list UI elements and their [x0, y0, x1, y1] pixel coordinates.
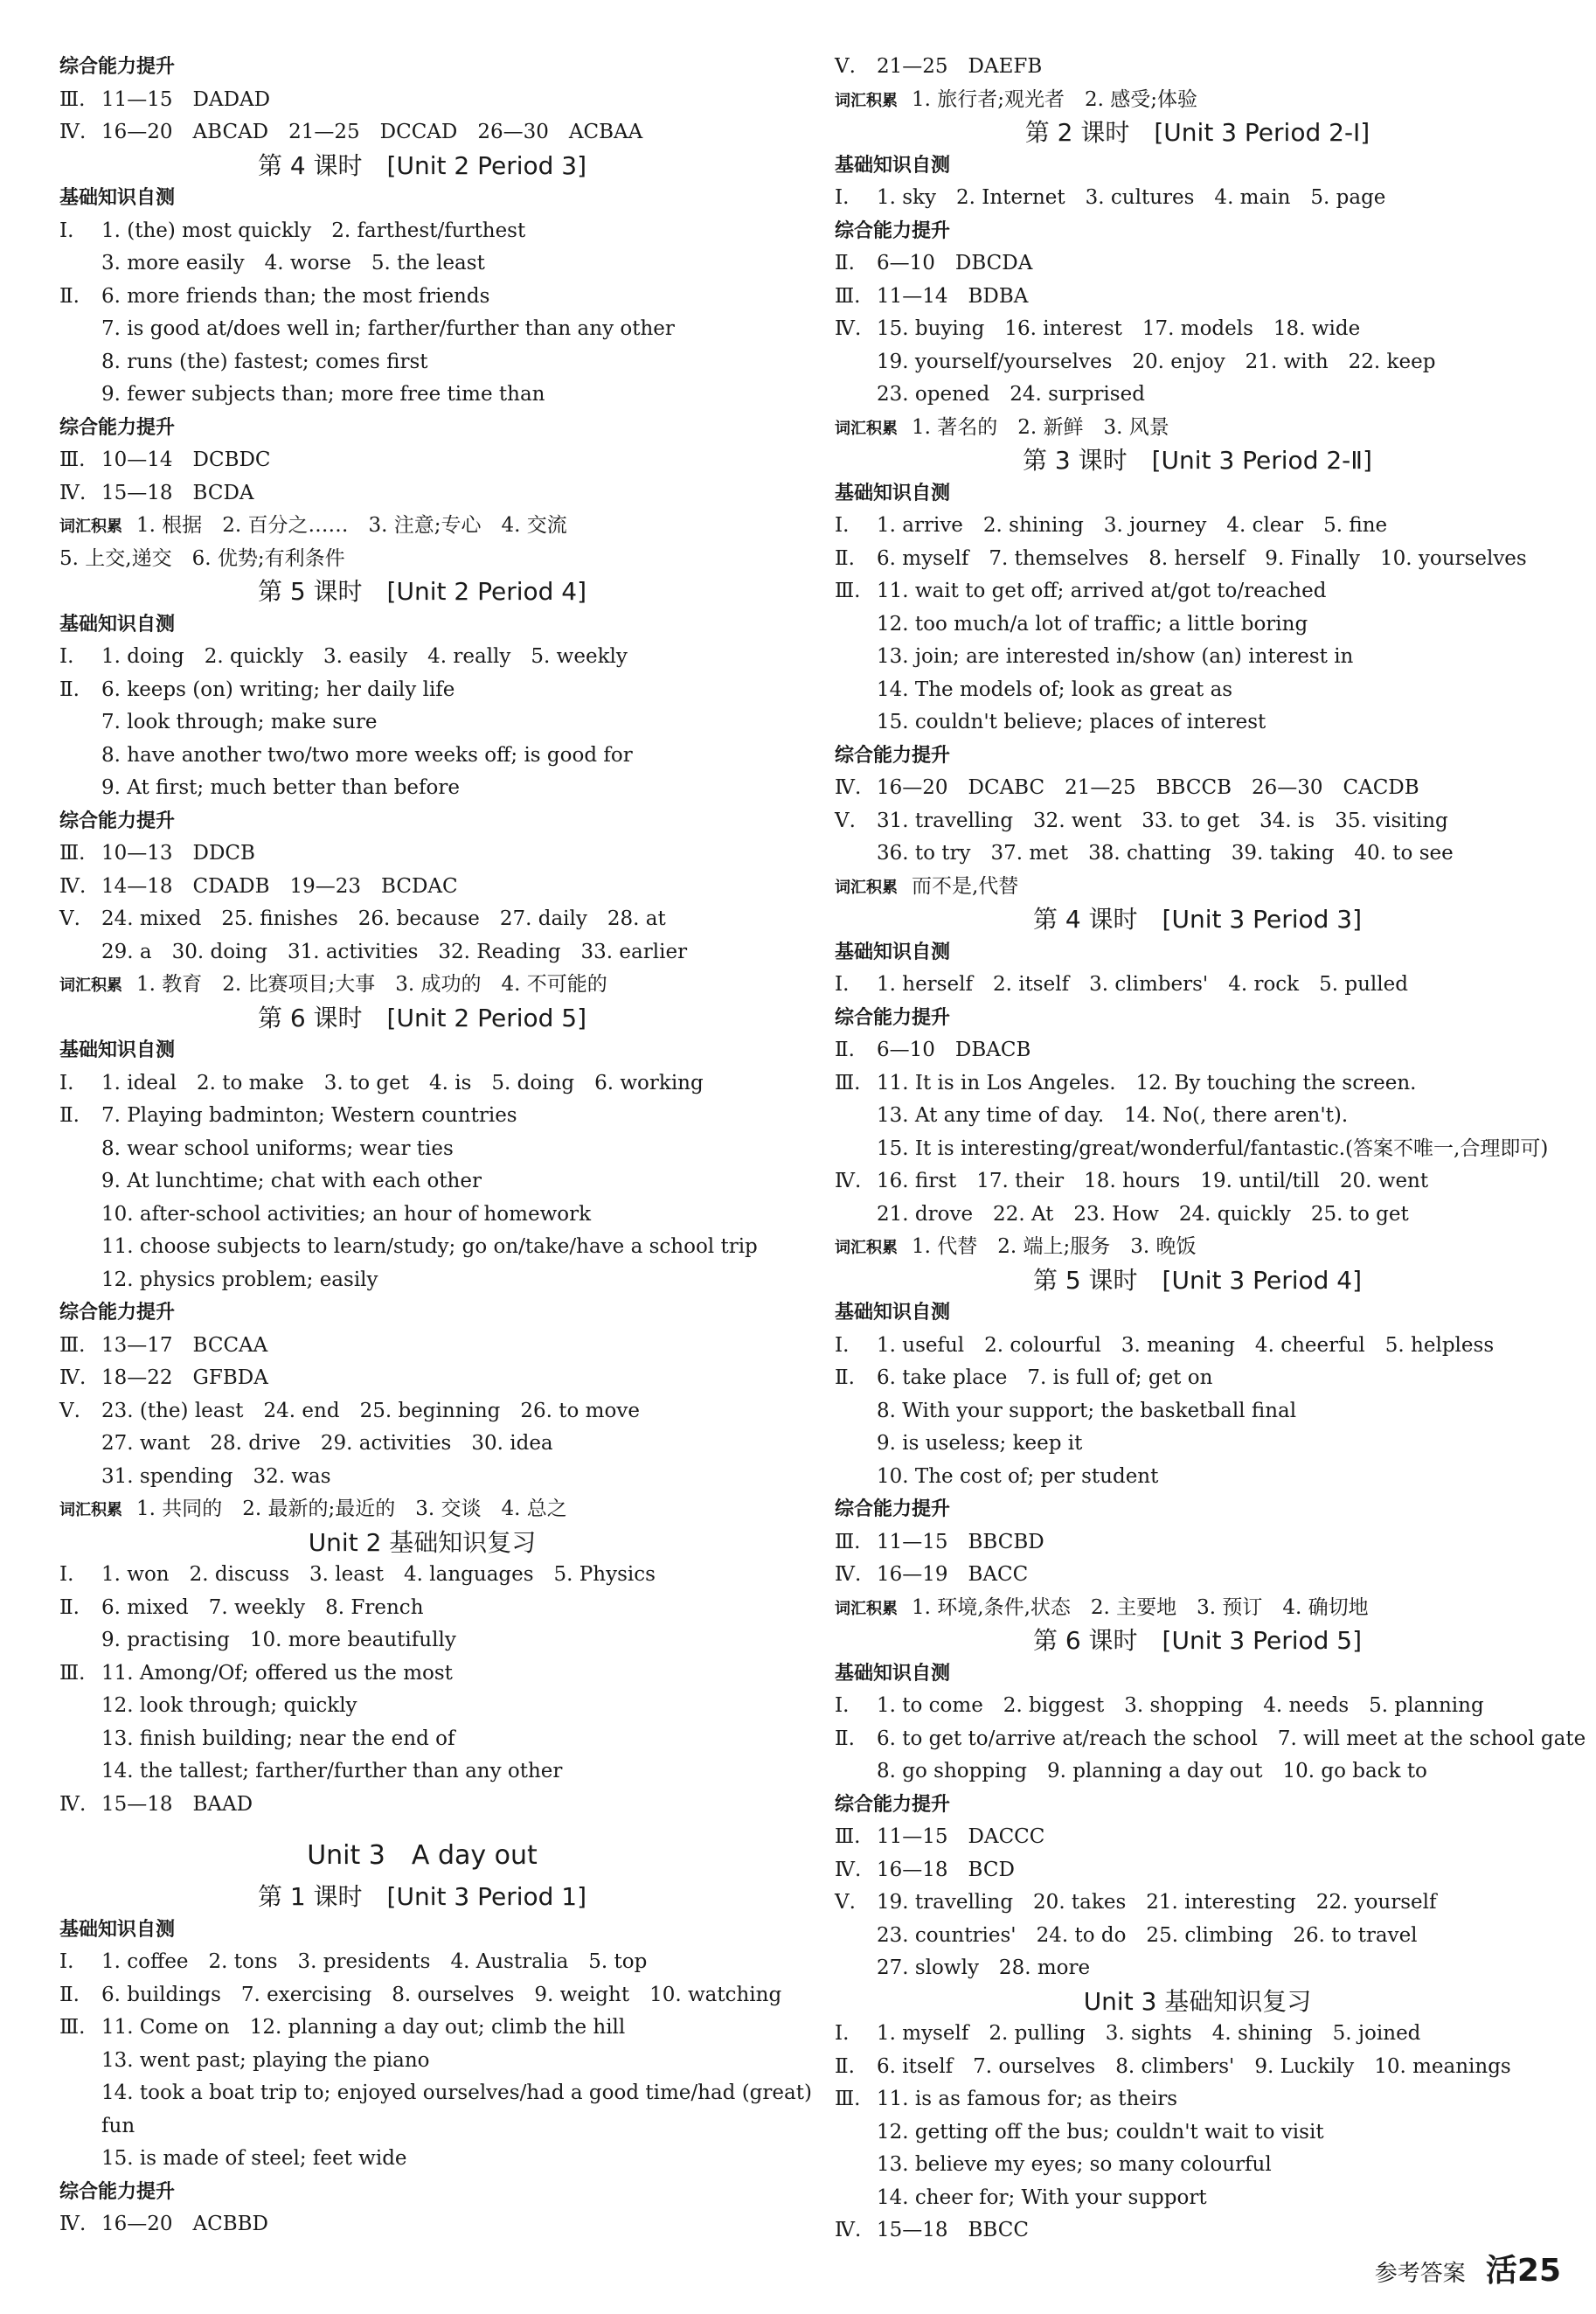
section-heading: 综合能力提升: [59, 416, 176, 439]
vocabulary-label: 词汇积累: [59, 1501, 122, 1519]
vocabulary-label: 词汇积累: [59, 518, 122, 536]
answer-continuation: 9. At lunchtime; chat with each other: [101, 1170, 482, 1192]
answer-row: [59, 1592, 785, 1625]
answer-row: [835, 313, 1560, 346]
answer-continuation: 13. believe my eyes; so many colourful: [877, 2153, 1272, 2176]
answer-continuation: 21. drove 22. At 23. How 24. quickly 25. to get: [877, 1202, 1409, 1226]
answer-row: [59, 1100, 785, 1133]
right-column: [835, 51, 1586, 2248]
answer-row: [59, 215, 785, 248]
roman-numeral: Ⅳ.: [59, 1366, 87, 1389]
answer-row: [835, 1362, 1560, 1395]
answer-row: [59, 477, 785, 511]
answer-row: [835, 182, 1560, 215]
section-heading: 基础知识自测: [835, 1662, 951, 1685]
answer-row: [59, 2012, 785, 2045]
answer-row: [835, 2051, 1560, 2084]
answer-continuation: 15. couldn't believe; places of interest: [877, 711, 1266, 733]
answer-row: [59, 641, 785, 674]
answer-continuation: 14. cheer for; With your support: [877, 2185, 1207, 2209]
period-title: 第 6 课时 [Unit 3 Period 5]: [1032, 1626, 1363, 1655]
period-title: Unit 3 基础知识复习: [1083, 1986, 1312, 2016]
vocabulary-row: [59, 510, 785, 543]
answer-text: 23. (the) least 24. end 25. beginning 26. to move: [101, 1399, 640, 1422]
vocabulary-label: 词汇积累: [835, 1239, 898, 1257]
answer-text: 15—18 BCDA: [101, 481, 254, 504]
roman-numeral: Ⅲ.: [59, 1333, 86, 1357]
answer-row: [835, 1690, 1560, 1723]
roman-numeral: Ⅳ.: [835, 1563, 862, 1586]
roman-numeral: Ⅳ.: [835, 2219, 862, 2241]
answer-continuation: 12. look through; quickly: [101, 1694, 357, 1717]
answer-text: 6—10 DBACB: [877, 1039, 1031, 1061]
answer-text: 10—14 DCBDC: [101, 448, 271, 471]
answer-row: [59, 1559, 785, 1592]
answer-continuation: 27. slowly 28. more: [877, 1956, 1091, 1979]
answer-text: 1. to come 2. biggest 3. shopping 4. needs 5. planning: [877, 1694, 1484, 1717]
answer-text: 18—22 GFBDA: [101, 1366, 268, 1389]
roman-numeral: Ⅳ.: [835, 1170, 862, 1192]
period-title: 第 2 课时 [Unit 3 Period 2-Ⅰ]: [1024, 118, 1370, 147]
answer-row: [59, 837, 785, 871]
roman-numeral: Ⅲ.: [59, 842, 86, 865]
period-title: 第 6 课时 [Unit 2 Period 5]: [257, 1003, 587, 1032]
period-title: 第 4 课时 [Unit 3 Period 3]: [1032, 905, 1363, 934]
answer-continuation: 36. to try 37. met 38. chatting 39. taking 40. to see: [877, 842, 1454, 865]
answer-continuation: 8. runs (the) fastest; comes first: [101, 350, 428, 373]
section-heading: 综合能力提升: [835, 1006, 951, 1029]
roman-numeral: Ⅳ.: [59, 481, 87, 504]
answer-continuation: 8. have another two/two more weeks off; is good for: [101, 743, 633, 767]
answer-row: [59, 674, 785, 707]
vocabulary-row: [835, 412, 1560, 445]
roman-numeral: Ⅳ.: [59, 1792, 87, 1816]
answer-continuation: 12. too much/a lot of traffic; a little boring: [877, 612, 1308, 636]
vocabulary-label: 词汇积累: [835, 878, 898, 897]
answer-text: 1. herself 2. itself 3. climbers' 4. rock 5. pulled: [877, 973, 1408, 996]
roman-numeral: Ⅳ.: [59, 874, 87, 898]
answer-continuation: 3. more easily 4. worse 5. the least: [101, 252, 485, 274]
answer-row: [835, 543, 1560, 576]
vocabulary-text: 而不是,代替: [912, 874, 1019, 898]
roman-numeral: Ⅲ.: [835, 1530, 861, 1553]
vocabulary-label: 词汇积累: [835, 91, 898, 110]
roman-numeral: Ⅱ.: [835, 1366, 855, 1389]
period-title: Unit 2 基础知识复习: [308, 1527, 537, 1557]
section-heading: 基础知识自测: [59, 613, 176, 636]
roman-numeral: Ⅳ.: [835, 776, 862, 799]
roman-numeral: Ⅴ.: [59, 1399, 80, 1422]
answer-text: 16—19 BACC: [877, 1563, 1029, 1586]
answer-text: 11. Come on 12. planning a day out; climb the hill: [101, 2016, 626, 2039]
answer-text: 11—15 DADAD: [101, 87, 271, 111]
answer-continuation: 12. getting off the bus; couldn't wait to visit: [877, 2120, 1324, 2144]
answer-continuation: 19. yourself/yourselves 20. enjoy 21. with 22. keep: [877, 350, 1436, 373]
answer-row: [835, 1526, 1560, 1560]
roman-numeral: Ⅳ.: [59, 2213, 87, 2235]
answer-continuation: 7. look through; make sure: [101, 711, 378, 733]
answer-continuation: 13. At any time of day. 14. No(, there aren't).: [877, 1104, 1349, 1127]
roman-numeral: Ⅰ.: [59, 1950, 74, 1973]
answer-text: 6. more friends than; the most friends: [101, 284, 490, 308]
answer-text: 19. travelling 20. takes 21. interesting 22. yourself: [877, 1891, 1437, 1914]
answer-text: 1. ideal 2. to make 3. to get 4. is 5. doing 6. working: [101, 1071, 704, 1094]
roman-numeral: Ⅲ.: [59, 2016, 86, 2039]
answer-text: 1. won 2. discuss 3. least 4. languages 5. Physics: [101, 1563, 656, 1586]
answer-row: [835, 2214, 1560, 2248]
page-number: 活25: [1485, 2253, 1561, 2289]
answer-text: 16. first 17. their 18. hours 19. until/till 20. went: [877, 1170, 1429, 1192]
answer-row: [835, 1067, 1560, 1101]
answer-continuation: 14. took a boat trip to; enjoyed ourselves/had a good time/had (great): [101, 2081, 812, 2104]
answer-text: 1. sky 2. Internet 3. cultures 4. main 5. page: [877, 186, 1386, 209]
answer-text: 6. myself 7. themselves 8. herself 9. Finally 10. yourselves: [877, 546, 1527, 570]
answer-text: 16—20 ABCAD 21—25 DCCAD 26—30 ACBAA: [101, 121, 643, 143]
vocabulary-text: 1. 教育 2. 比赛项目;大事 3. 成功的 4. 不可能的: [136, 973, 607, 996]
answer-row: [59, 1979, 785, 2012]
left-column: [59, 51, 812, 2241]
answer-row: [835, 247, 1560, 281]
answer-text: 7. Playing badminton; Western countries: [101, 1104, 517, 1127]
roman-numeral: Ⅱ.: [835, 546, 855, 570]
answer-text: 6. mixed 7. weekly 8. French: [101, 1595, 424, 1619]
answer-continuation: 8. go shopping 9. planning a day out 10. go back to: [877, 1760, 1427, 1782]
answer-text: 1. myself 2. pulling 3. sights 4. shining 5. joined: [877, 2022, 1421, 2045]
roman-numeral: Ⅲ.: [59, 448, 86, 471]
roman-numeral: Ⅰ.: [835, 186, 850, 209]
section-heading: 基础知识自测: [835, 154, 951, 177]
vocabulary-label: 词汇积累: [59, 976, 122, 995]
answer-row: [835, 1887, 1560, 1920]
answer-row: [835, 2083, 1560, 2116]
answer-text: 6—10 DBCDA: [877, 252, 1033, 274]
section-heading: 综合能力提升: [835, 219, 951, 242]
roman-numeral: Ⅴ.: [59, 907, 80, 930]
answer-row: [835, 1821, 1560, 1854]
section-heading: 基础知识自测: [835, 941, 951, 963]
answer-row: [835, 2018, 1560, 2051]
answer-text: 1. arrive 2. shining 3. journey 4. clear 5. fine: [877, 514, 1388, 537]
answer-text: 16—18 BCD: [877, 1858, 1015, 1881]
roman-numeral: Ⅰ.: [59, 1071, 74, 1094]
answer-text: 6. keeps (on) writing; her daily life: [101, 678, 455, 701]
answer-text: 15—18 BAAD: [101, 1792, 253, 1816]
section-heading: 综合能力提升: [59, 56, 176, 78]
answer-continuation: 31. spending 32. was: [101, 1464, 331, 1488]
plain-line: 5. 上交,递交 6. 优势;有利条件: [59, 546, 345, 570]
vocabulary-row: [59, 969, 785, 1002]
answer-continuation: 23. opened 24. surprised: [877, 383, 1145, 406]
answer-text: 1. (the) most quickly 2. farthest/furthest: [101, 219, 526, 242]
period-title: 第 4 课时 [Unit 2 Period 3]: [257, 150, 587, 180]
answer-text: 24. mixed 25. finishes 26. because 27. daily 28. at: [101, 907, 666, 930]
roman-numeral: Ⅲ.: [59, 1661, 86, 1685]
answer-text: 13—17 BCCAA: [101, 1333, 268, 1357]
section-heading: 综合能力提升: [835, 744, 951, 767]
roman-numeral: Ⅴ.: [835, 809, 856, 832]
answer-continuation: 10. after-school activities; an hour of homework: [101, 1202, 592, 1226]
section-heading: 综合能力提升: [59, 1302, 176, 1324]
vocabulary-row: [835, 871, 1560, 904]
answer-continuation: 14. the tallest; farther/further than any other: [101, 1760, 563, 1782]
vocabulary-row: [835, 1231, 1560, 1264]
answer-text: 31. travelling 32. went 33. to get 34. is 35. visiting: [877, 809, 1448, 832]
answer-continuation: 13. went past; playing the piano: [101, 2048, 430, 2072]
roman-numeral: Ⅱ.: [59, 1983, 80, 2006]
answer-text: 11—15 BBCBD: [877, 1530, 1044, 1553]
section-heading: 综合能力提升: [59, 810, 176, 832]
answer-row: [835, 1330, 1560, 1363]
answer-row: [835, 805, 1560, 838]
roman-numeral: Ⅲ.: [59, 87, 86, 111]
answer-continuation: 8. wear school uniforms; wear ties: [101, 1136, 454, 1160]
period-title: 第 1 课时 [Unit 3 Period 1]: [257, 1882, 587, 1911]
answer-continuation: 7. is good at/does well in; farther/further than any other: [101, 317, 675, 340]
footer-label: 参考答案: [1374, 2261, 1466, 2287]
roman-numeral: Ⅰ.: [835, 2022, 850, 2045]
answer-continuation: 11. choose subjects to learn/study; go on/take/have a school trip: [101, 1235, 758, 1258]
vocabulary-text: 1. 共同的 2. 最新的;最近的 3. 交谈 4. 总之: [136, 1497, 567, 1520]
answer-continuation: 15. It is interesting/great/wonderful/fantastic.(答案不唯一,合理即可): [877, 1136, 1549, 1160]
period-title: 第 3 课时 [Unit 3 Period 2-Ⅱ]: [1023, 446, 1372, 475]
answer-row: [59, 1657, 785, 1691]
roman-numeral: Ⅰ.: [835, 1333, 850, 1357]
answer-continuation: 29. a 30. doing 31. activities 32. Reading 33. earlier: [101, 940, 688, 963]
answer-continuation: 27. want 28. drive 29. activities 30. idea: [101, 1432, 553, 1455]
answer-continuation: 15. is made of steel; feet wide: [101, 2147, 407, 2170]
answer-text: 11. is as famous for; as theirs: [877, 2088, 1178, 2110]
section-heading: 基础知识自测: [835, 482, 951, 504]
vocabulary-row: [835, 1592, 1560, 1625]
answer-row: [835, 51, 1560, 84]
roman-numeral: Ⅰ.: [59, 645, 74, 668]
answer-continuation: 9. practising 10. more beautifully: [101, 1629, 456, 1651]
vocabulary-text: 1. 环境,条件,状态 2. 主要地 3. 预订 4. 确切地: [912, 1595, 1369, 1619]
answer-continuation: 23. countries' 24. to do 25. climbing 26. to travel: [877, 1923, 1418, 1947]
answer-row: [835, 510, 1560, 543]
answer-continuation: 9. At first; much better than before: [101, 776, 461, 799]
vocabulary-text: 1. 旅行者;观光者 2. 感受;体验: [912, 87, 1198, 111]
answer-row: [835, 281, 1560, 314]
vocabulary-row: [59, 1493, 785, 1526]
answer-continuation: 12. physics problem; easily: [101, 1268, 378, 1291]
answer-row: [59, 84, 785, 117]
period-title: 第 5 课时 [Unit 2 Period 4]: [257, 577, 587, 606]
roman-numeral: Ⅱ.: [835, 252, 855, 274]
answer-row: [59, 116, 785, 149]
section-heading: 综合能力提升: [59, 2180, 176, 2203]
roman-numeral: Ⅲ.: [835, 580, 861, 602]
answer-text: 1. useful 2. colourful 3. meaning 4. cheerful 5. helpless: [877, 1333, 1495, 1357]
answer-text: 21—25 DAEFB: [877, 55, 1043, 78]
answer-text: 11—14 BDBA: [877, 284, 1029, 308]
answer-text: 11. wait to get off; arrived at/got to/reached: [877, 580, 1327, 602]
answer-continuation: 13. finish building; near the end of: [101, 1727, 455, 1750]
vocabulary-label: 词汇积累: [835, 1599, 898, 1618]
roman-numeral: Ⅱ.: [835, 2054, 855, 2078]
answer-row: [59, 903, 785, 936]
answer-row: [835, 772, 1560, 805]
answer-continuation: fun: [101, 2114, 135, 2137]
answer-row: [835, 1165, 1560, 1199]
answer-row: [835, 1854, 1560, 1887]
answer-text: 11. Among/Of; offered us the most: [101, 1661, 453, 1685]
answer-text: 11—15 DACCC: [877, 1825, 1045, 1848]
period-title: 第 5 课时 [Unit 3 Period 4]: [1032, 1265, 1363, 1295]
section-heading: 综合能力提升: [835, 1498, 951, 1520]
answer-text: 14—18 CDADB 19—23 BCDAC: [101, 874, 458, 898]
answer-row: [59, 871, 785, 904]
answer-text: 1. coffee 2. tons 3. presidents 4. Australia 5. top: [101, 1950, 648, 1973]
roman-numeral: Ⅲ.: [835, 1825, 861, 1848]
answer-row: [835, 969, 1560, 1002]
section-heading: 基础知识自测: [59, 187, 176, 209]
roman-numeral: Ⅲ.: [835, 284, 861, 308]
vocabulary-text: 1. 代替 2. 端上;服务 3. 晚饭: [912, 1235, 1197, 1258]
section-heading: 基础知识自测: [59, 1039, 176, 1061]
answer-text: 1. doing 2. quickly 3. easily 4. really 5. weekly: [101, 645, 628, 668]
answer-text: 15—18 BBCC: [877, 2219, 1029, 2241]
answer-continuation: 8. With your support; the basketball final: [877, 1399, 1297, 1422]
roman-numeral: Ⅳ.: [835, 1858, 862, 1881]
vocabulary-text: 1. 著名的 2. 新鲜 3. 风景: [912, 415, 1169, 439]
answer-row: [59, 2208, 785, 2241]
roman-numeral: Ⅰ.: [835, 973, 850, 996]
section-heading: 综合能力提升: [835, 1793, 951, 1816]
answer-row: [835, 1559, 1560, 1592]
answer-continuation: 13. join; are interested in/show (an) interest in: [877, 645, 1354, 668]
roman-numeral: Ⅱ.: [59, 284, 80, 308]
section-heading: 基础知识自测: [59, 1918, 176, 1941]
answer-row: [59, 1330, 785, 1363]
answer-row: [835, 1034, 1560, 1067]
answer-row: [835, 1723, 1586, 1756]
answer-row: [59, 1946, 785, 1979]
roman-numeral: Ⅰ.: [59, 219, 74, 242]
section-heading: 基础知识自测: [835, 1302, 951, 1324]
roman-numeral: Ⅳ.: [59, 121, 87, 143]
answer-row: [59, 1789, 785, 1822]
roman-numeral: Ⅴ.: [835, 1891, 856, 1914]
answer-continuation: 14. The models of; look as great as: [877, 678, 1233, 701]
vocabulary-row: [835, 84, 1560, 117]
answer-text: 10—13 DDCB: [101, 842, 255, 865]
answer-row: [59, 281, 785, 314]
answer-row: [59, 444, 785, 477]
roman-numeral: Ⅱ.: [59, 678, 80, 701]
roman-numeral: Ⅲ.: [835, 2088, 861, 2110]
answer-text: 6. itself 7. ourselves 8. climbers' 9. Luckily 10. meanings: [877, 2054, 1511, 2078]
answer-text: 16—20 DCABC 21—25 BBCCB 26—30 CACDB: [877, 776, 1419, 799]
answer-continuation: 9. is useless; keep it: [877, 1432, 1083, 1455]
page-footer: [1375, 2249, 1561, 2293]
vocabulary-text: 1. 根据 2. 百分之…… 3. 注意;专心 4. 交流: [136, 514, 567, 537]
answer-text: 6. to get to/arrive at/reach the school 7. will meet at the school gate: [877, 1727, 1586, 1750]
roman-numeral: Ⅴ.: [835, 55, 856, 78]
answer-text: 6. take place 7. is full of; get on: [877, 1366, 1213, 1389]
answer-continuation: 10. The cost of; per student: [877, 1464, 1159, 1488]
roman-numeral: Ⅳ.: [835, 317, 862, 340]
roman-numeral: Ⅱ.: [59, 1595, 80, 1619]
unit-title: Unit 3 A day out: [307, 1840, 538, 1871]
roman-numeral: Ⅱ.: [835, 1727, 855, 1750]
roman-numeral: Ⅱ.: [59, 1104, 80, 1127]
answer-row: [835, 575, 1560, 608]
answer-text: 15. buying 16. interest 17. models 18. wide: [877, 317, 1361, 340]
vocabulary-label: 词汇积累: [835, 419, 898, 438]
roman-numeral: Ⅰ.: [835, 1694, 850, 1717]
roman-numeral: Ⅱ.: [835, 1039, 855, 1061]
answer-text: 6. buildings 7. exercising 8. ourselves 9. weight 10. watching: [101, 1983, 782, 2006]
answer-row: [59, 1395, 785, 1428]
answer-text: 16—20 ACBBD: [101, 2213, 268, 2235]
answer-text: 11. It is in Los Angeles. 12. By touching the screen.: [877, 1071, 1417, 1094]
roman-numeral: Ⅰ.: [835, 514, 850, 537]
roman-numeral: Ⅲ.: [835, 1071, 861, 1094]
roman-numeral: Ⅰ.: [59, 1563, 74, 1586]
answer-row: [59, 1362, 785, 1395]
answer-row: [59, 1067, 785, 1101]
answer-continuation: 9. fewer subjects than; more free time than: [101, 383, 545, 406]
